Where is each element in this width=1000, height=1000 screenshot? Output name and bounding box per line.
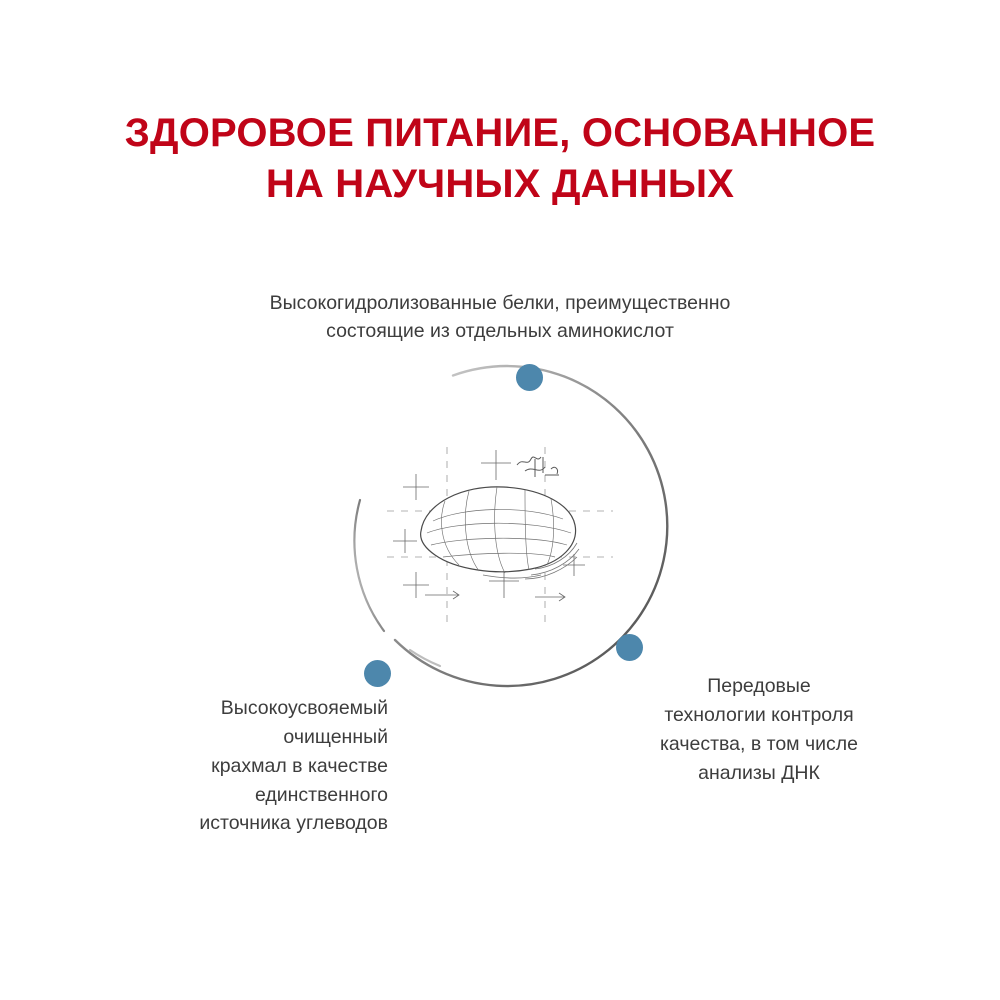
page-title [0, 108, 1000, 210]
caption-left-line-3: крахмал в качестве [211, 754, 388, 777]
caption-left-line-1: Высокоусвояемый [220, 697, 388, 719]
caption-left-line-5: источника углеводов [199, 812, 388, 835]
node-right-dot[interactable] [616, 634, 643, 661]
caption-right-line-3: качества, в том числе [659, 732, 859, 755]
node-left-dot[interactable] [364, 660, 391, 687]
caption-top [180, 289, 820, 346]
caption-right [628, 672, 890, 787]
kibble-sketch-illustration [385, 445, 615, 625]
caption-right-line-1: Передовые [707, 675, 811, 697]
caption-left [100, 694, 388, 838]
caption-top-line-1: Высокогидролизованные белки, преимущественно [269, 292, 731, 314]
caption-top-line-2: состоящие из отдельных аминокислот [326, 320, 674, 343]
caption-left-line-2: очищенный [283, 725, 388, 748]
page-title-line-2: НА НАУЧНЫХ ДАННЫХ [265, 162, 735, 207]
page-title-line-1: ЗДОРОВОЕ ПИТАНИЕ, ОСНОВАННОЕ [124, 111, 876, 155]
caption-right-line-2: технологии контроля [664, 703, 854, 726]
caption-right-line-4: анализы ДНК [698, 761, 820, 784]
caption-left-line-4: единственного [254, 783, 388, 806]
node-top-dot[interactable] [516, 364, 543, 391]
